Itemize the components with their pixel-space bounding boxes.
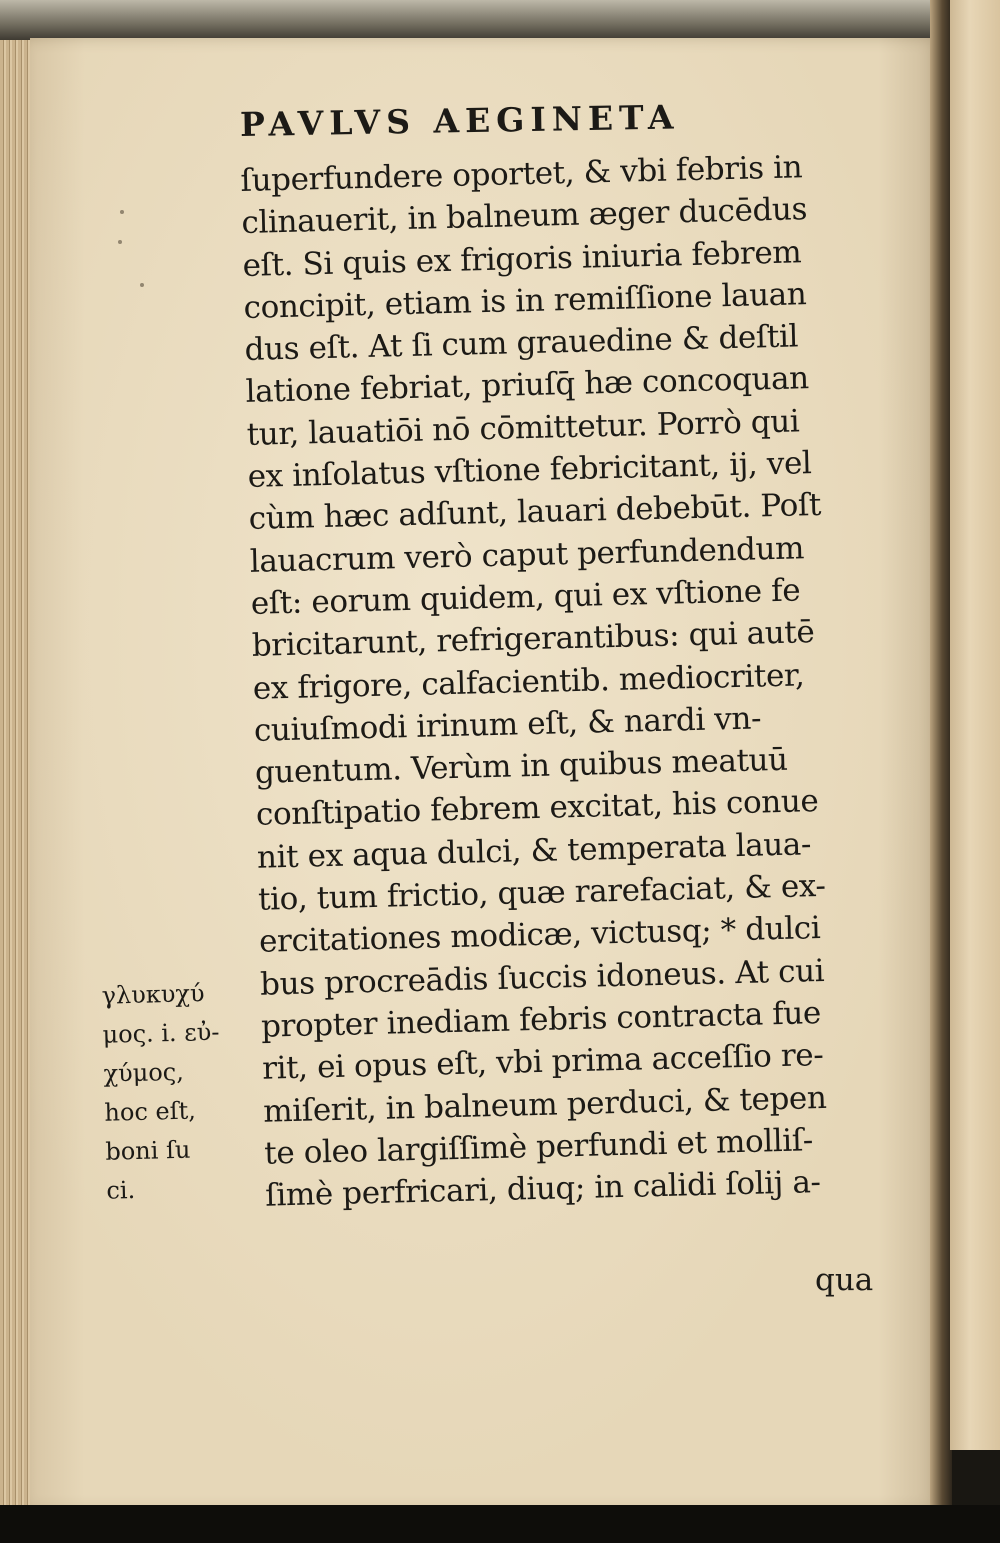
paper-speck <box>118 240 122 244</box>
text-line: ex inſolatus vſtione febricitant, ij, vel <box>247 445 812 495</box>
paper-speck <box>140 283 144 287</box>
marginal-note-line: hoc eſt, <box>104 1096 197 1127</box>
text-line: latione febriat, priuſq̄ hæ concoquan <box>245 360 810 411</box>
text-line: rit, ei opus eſt, vbi prima acceſſio re- <box>261 1037 824 1087</box>
text-line: ſimè perfricari, diuq; in calidi ſolij a- <box>264 1164 821 1214</box>
main-text <box>240 144 906 1217</box>
marginal-note-line: ci. <box>106 1175 136 1205</box>
text-line: miſerit, in balneum perduci, & tepen <box>262 1079 827 1130</box>
text-line: ſuperfundere oportet, & vbi febris in <box>240 149 803 199</box>
running-head: PAVLVS AEGINETA <box>239 97 680 145</box>
text-line: lauacrum verò caput perfundendum <box>249 530 805 580</box>
text-line: te oleo largiſſimè perfundi et molliſ- <box>263 1122 814 1172</box>
text-line: clinauerit, in balneum æger ducēdus <box>241 191 808 242</box>
marginal-note-line: γλυκυχύ <box>101 979 205 1010</box>
text-line: dus eſt. At ſi cum grauedine & deſtil <box>244 318 799 369</box>
background-shadow <box>0 1505 1000 1543</box>
text-line: propter inediam febris contracta fue <box>260 995 822 1045</box>
text-line: bricitarunt, refrigerantibus: qui autē <box>251 614 815 665</box>
book-gutter <box>930 0 952 1510</box>
marginal-note-line: μος. i. εὐ- <box>102 1017 220 1049</box>
text-line: ex frigore, calfacientib. mediocriter, <box>252 656 805 707</box>
text-line: eſt. Si quis ex frigoris iniuria febrem <box>242 233 802 284</box>
facing-page-edge <box>950 0 1000 1450</box>
marginal-note <box>101 973 247 1210</box>
text-line: tio, tum frictio, quæ rarefaciat, & ex- <box>257 867 826 918</box>
text-line: concipit, etiam is in remiſſione lauan <box>243 276 807 326</box>
paper-speck <box>120 210 124 214</box>
text-line: guentum. Verùm in quibus meatuū <box>254 741 789 791</box>
text-line: conſtipatio febrem excitat, his conue <box>255 783 819 834</box>
text-line: eſt: eorum quidem, qui ex vſtione fe <box>250 572 801 622</box>
text-line: cùm hæc adſunt, lauari debebūt. Poſt <box>248 487 822 538</box>
catchword: qua <box>815 1262 874 1298</box>
text-line: ercitationes modicæ, victusq; * dulci <box>258 910 821 961</box>
text-line: cuiuſmodi irinum eſt, & nardi vn- <box>253 700 762 749</box>
text-line: bus procreādis ſuccis idoneus. At cui <box>259 952 825 1003</box>
marginal-note-line: boni ſu <box>105 1135 191 1166</box>
marginal-note-line: χύμος, <box>103 1057 185 1088</box>
text-line: nit ex aqua dulci, & temperata laua- <box>256 826 812 876</box>
text-line: tur, lauatiōi nō cōmittetur. Porrò qui <box>246 403 800 453</box>
